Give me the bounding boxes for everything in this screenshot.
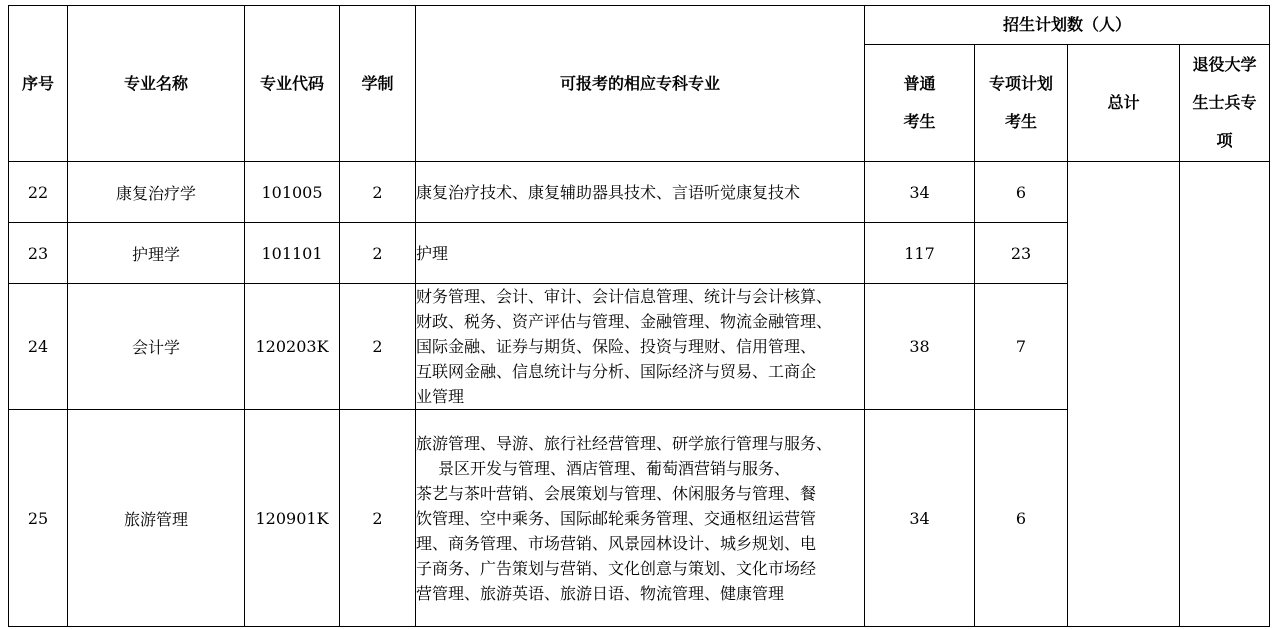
header-seq: 序号 <box>9 6 68 162</box>
cell-code: 101101 <box>245 223 340 284</box>
cell-seq: 22 <box>9 162 68 223</box>
cell-seq: 25 <box>9 410 68 627</box>
cell-code: 101005 <box>245 162 340 223</box>
cell-code: 120203K <box>245 284 340 410</box>
header-name: 专业名称 <box>68 6 245 162</box>
cell-regular: 34 <box>865 410 975 627</box>
cell-special: 7 <box>975 284 1068 410</box>
header-special: 专项计划考生 <box>975 45 1068 162</box>
cell-regular: 34 <box>865 162 975 223</box>
cell-total <box>1068 162 1180 627</box>
table-row <box>9 162 1270 223</box>
cell-duration: 2 <box>340 410 416 627</box>
cell-special: 6 <box>975 410 1068 627</box>
header-related: 可报考的相应专科专业 <box>416 6 865 162</box>
header-duration: 学制 <box>340 6 416 162</box>
cell-seq: 23 <box>9 223 68 284</box>
cell-duration: 2 <box>340 284 416 410</box>
header-total: 总计 <box>1068 45 1180 162</box>
cell-regular: 117 <box>865 223 975 284</box>
cell-duration: 2 <box>340 223 416 284</box>
header-plan-group: 招生计划数（人） <box>865 6 1270 45</box>
cell-related: 财务管理、会计、审计、会计信息管理、统计与会计核算、 财政、税务、资产评估与管理、金融管理、物流金融管理、 国际金融、证券与期货、保险、投资与理财、信用管理、 互联网金融、信息统计与分析、国际经济与贸易、工商企 业管理 <box>416 284 865 410</box>
cell-special: 6 <box>975 162 1068 223</box>
cell-duration: 2 <box>340 162 416 223</box>
enrollment-plan-table <box>8 5 1270 627</box>
cell-seq: 24 <box>9 284 68 410</box>
cell-veteran <box>1180 162 1270 627</box>
cell-code: 120901K <box>245 410 340 627</box>
cell-name: 旅游管理 <box>68 410 245 627</box>
cell-name: 康复治疗学 <box>68 162 245 223</box>
cell-special: 23 <box>975 223 1068 284</box>
cell-related: 康复治疗技术、康复辅助器具技术、言语听觉康复技术 <box>416 162 865 223</box>
cell-related: 护理 <box>416 223 865 284</box>
cell-name: 护理学 <box>68 223 245 284</box>
cell-related: 旅游管理、导游、旅行社经营管理、研学旅行管理与服务、 景区开发与管理、酒店管理、葡萄酒营销与服务、 茶艺与茶叶营销、会展策划与管理、休闲服务与管理、餐 饮管理、空中乘务、国际邮轮乘务管理、交通枢纽运营管 理、商务管理、市场营销、风景园林设计、城乡规划、电 子商务、广告策划与营销、文化创意与策划、文化市场经 营管理、旅游英语、旅游日语、物流管理、健康管理 <box>416 410 865 627</box>
header-veteran: 退役大学生士兵专项 <box>1180 45 1270 162</box>
header-regular: 普通考生 <box>865 45 975 162</box>
cell-regular: 38 <box>865 284 975 410</box>
header-code: 专业代码 <box>245 6 340 162</box>
cell-name: 会计学 <box>68 284 245 410</box>
